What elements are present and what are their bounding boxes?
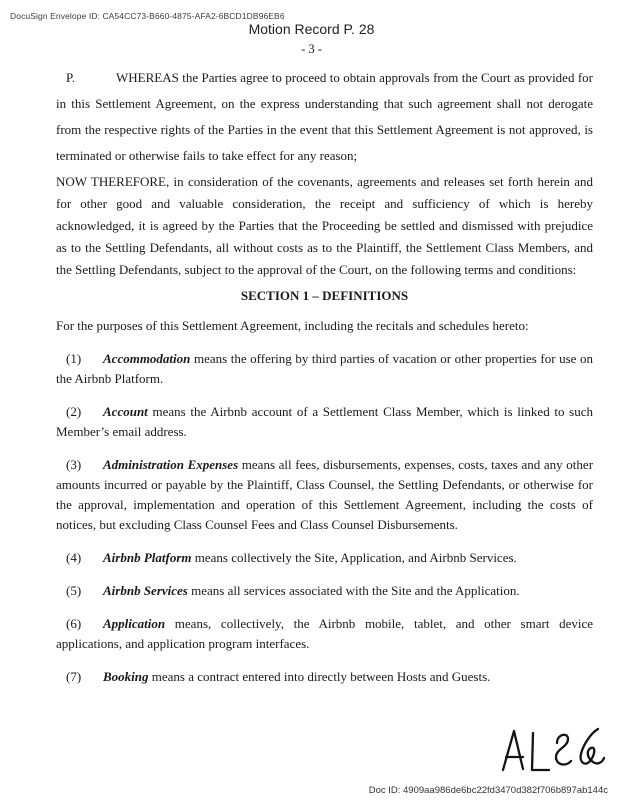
now-therefore-paragraph: NOW THEREFORE, in consideration of the covenants, agreements and releases set forth herein and for other good and valuable consideration, the receipt and sufficiency of which is hereby acknowledged, it is agreed by the Parties that the Proceeding be settled and dismissed with prejudice as to the Settling Defendants, all without costs as to the Plaintiff, the Settlement Class Members, and the Settling Defendants, subject to the approval of the Court, on the following terms and conditions: xyxy=(56,174,593,277)
definition-number: (5) xyxy=(66,583,82,598)
definition-text: means all services associated with the Site and the Application. xyxy=(191,583,520,598)
docusign-envelope-id: DocuSign Envelope ID: CA54CC73-B660-4875-AFA2-6BCD1DB96EB6 xyxy=(10,11,285,21)
definition-term: Accommodation xyxy=(103,351,191,366)
recital-p xyxy=(56,65,593,169)
definition-item-4 xyxy=(56,548,593,568)
motion-record-stamp: Motion Record P. 28 xyxy=(248,21,375,37)
definition-term: Airbnb Platform xyxy=(103,550,192,565)
signature-initials xyxy=(494,720,606,778)
section-title: SECTION 1 – DEFINITIONS xyxy=(240,288,409,303)
definition-item-1 xyxy=(56,349,593,389)
definition-number: (4) xyxy=(66,550,82,565)
doc-id: Doc ID: 4909aa986de6bc22fd3470d382f706b897ab144c xyxy=(368,785,608,796)
definition-term: Booking xyxy=(103,669,149,684)
definition-text: means collectively the Site, Application, and Airbnb Services. xyxy=(194,550,517,565)
definition-term: Airbnb Services xyxy=(103,583,188,598)
definition-term: Account xyxy=(103,404,148,419)
definition-text: means a contract entered into directly between Hosts and Guests. xyxy=(151,669,491,684)
definition-number: (3) xyxy=(66,457,82,472)
definition-item-6 xyxy=(56,614,593,654)
definition-number: (1) xyxy=(66,351,82,366)
page-number: - 3 - xyxy=(301,42,322,56)
recital-text: WHEREAS the Parties agree to proceed to obtain approvals from the Court as provided for in this Settlement Agreement, on the express understanding that such agreement shall not derogate from the respective rights of the Parties in the event that this Settlement Agreement is not approved, is terminated or otherwise fails to take effect for any reason; xyxy=(56,70,593,163)
definition-item-3 xyxy=(56,455,593,535)
definition-text: means the offering by third parties of vacation or other properties for use on the Airbnb Platform. xyxy=(56,351,593,386)
definition-number: (7) xyxy=(66,669,82,684)
definition-term: Application xyxy=(103,616,166,631)
definition-number: (2) xyxy=(66,404,82,419)
definition-term: Administration Expenses xyxy=(103,457,239,472)
definition-item-7 xyxy=(56,667,593,687)
definition-text: means, collectively, the Airbnb mobile, tablet, and other smart device applications, and application program interfaces. xyxy=(56,616,594,651)
definition-item-5 xyxy=(56,581,593,601)
document-body xyxy=(56,65,593,687)
recital-label: P. xyxy=(66,70,76,85)
definition-text: means all fees, disbursements, expenses, costs, taxes and any other amounts incurred or payable by the Plaintiff, Class Counsel, the Settling Defendants, or otherwise for the approval, implementation and operation of this Settlement Agreement, including the costs of notices, but excluding Class Counsel Fees and Class Counsel Disbursements. xyxy=(56,457,594,532)
section-intro: For the purposes of this Settlement Agreement, including the recitals and schedules hereto: xyxy=(56,318,529,333)
definition-number: (6) xyxy=(66,616,82,631)
definition-text: means the Airbnb account of a Settlement Class Member, which is linked to such Member’s email address. xyxy=(56,404,594,439)
definition-item-2 xyxy=(56,402,593,442)
